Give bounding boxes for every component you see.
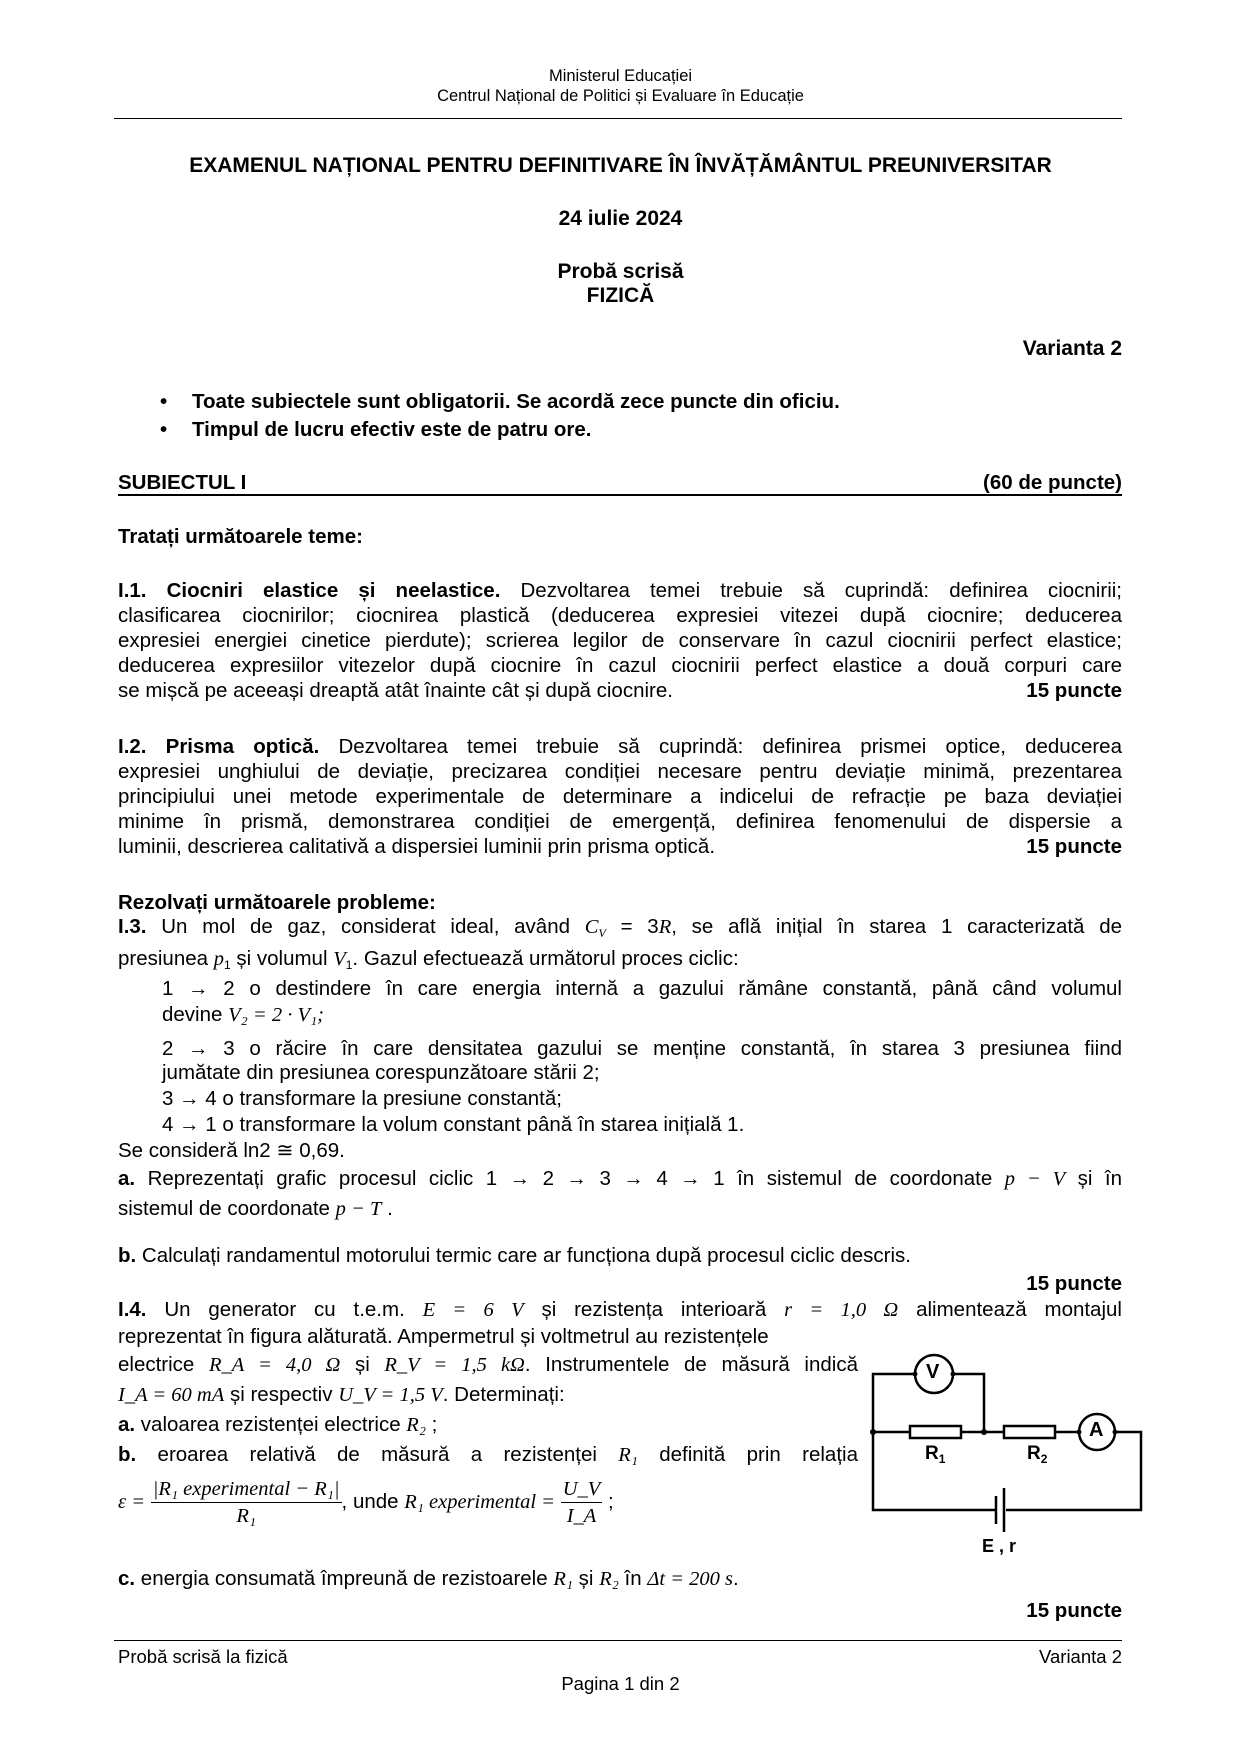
bullet-icon: • [160,418,168,441]
page-number: Pagina 1 din 2 [561,1673,680,1694]
r2-label: $R_2$ [1027,1443,1048,1466]
test-type: Probă scrisă [557,260,684,283]
center-name: Centrul Național de Politici și Evaluare în Educație [437,87,804,105]
ammeter-label: A [1089,1419,1104,1441]
header-divider [114,118,1122,119]
item-3-points: 15 puncte [1026,1272,1122,1295]
instruction-item: • Timpul de lucru efectiv este de patru ore. [160,416,840,444]
item-4-label: I.4. [118,1298,147,1321]
section-points: (60 de puncte) [983,471,1122,494]
source-label: E , r [982,1536,1017,1556]
circuit-diagram [860,1340,1150,1570]
themes-heading: Tratați următoarele teme: [118,525,363,548]
item-2-label: I.2. Prisma optică. [118,735,320,758]
footer-right: Varianta 2 [1039,1646,1122,1667]
instructions-list [160,388,840,444]
subject-name: FIZICĂ [586,284,655,307]
variant-label: Varianta 2 [1022,337,1122,360]
error-formula: ε = $\frac{\text{|R₁ experimental − R₁|}}{\text{R₁}}$ , unde R₁ experimental = $\frac{U\_V}{I\_A}$ ; [118,1478,614,1528]
ministry-name: Ministerul Educației [548,67,693,85]
footer-divider [114,1640,1122,1641]
section-header [118,472,1122,496]
voltmeter-label: V [926,1361,940,1383]
item-4-points: 15 puncte [1026,1599,1122,1622]
problems-heading: Rezolvați următoarele probleme: [118,891,436,914]
exam-title: EXAMENUL NAȚIONAL PENTRU DEFINITIVARE ÎN ÎNVĂȚĂMÂNTUL PREUNIVERSITAR [189,154,1052,177]
item-3-label: I.3. [118,915,147,938]
item-2-points: 15 puncte [1026,835,1122,858]
r1-label: $R_1$ [925,1443,946,1466]
section-name: SUBIECTUL I [118,471,247,494]
item-1-points: 15 puncte [1026,679,1122,702]
instruction-item: • Toate subiectele sunt obligatorii. Se acordă zece puncte din oficiu. [160,388,840,416]
footer-left: Probă scrisă la fizică [118,1646,288,1667]
bullet-icon: • [160,390,168,413]
item-1-label: I.1. Ciocniri elastice și neelastice. [118,579,501,602]
exam-date: 24 iulie 2024 [558,207,683,230]
